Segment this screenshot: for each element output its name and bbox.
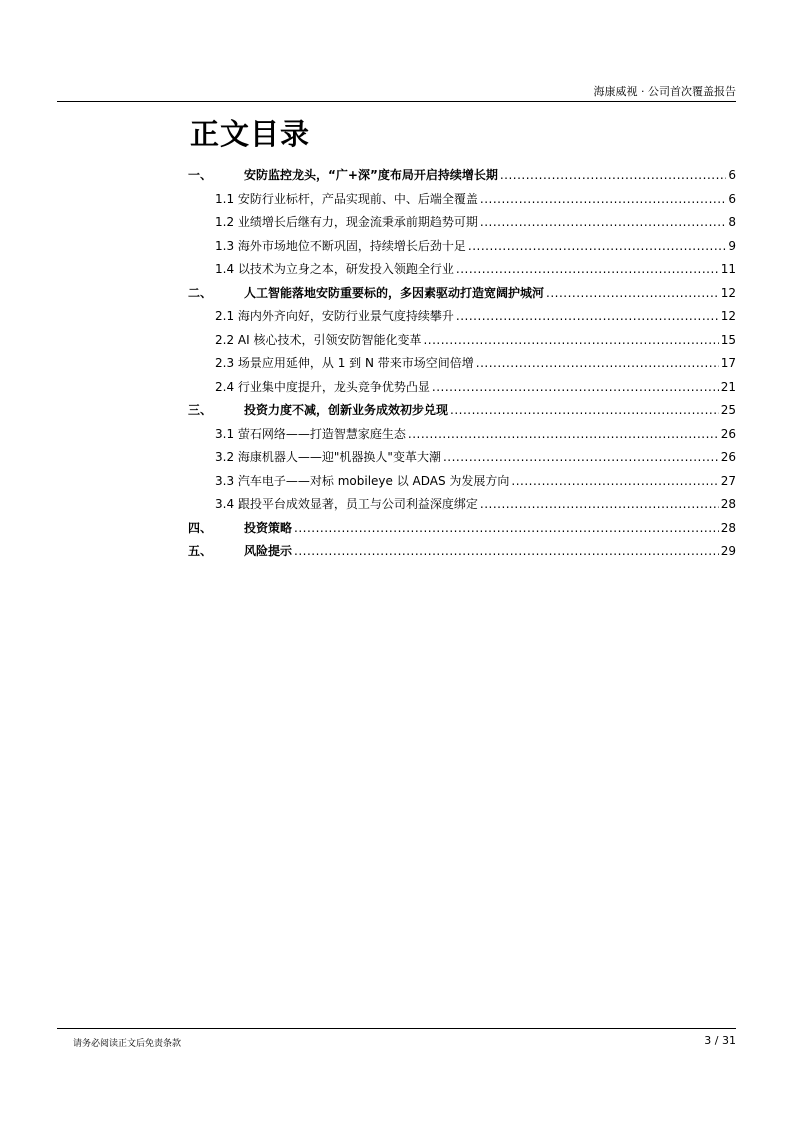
toc-section-entry[interactable] [188, 284, 736, 308]
dot-leader [480, 192, 726, 206]
dot-leader [476, 356, 719, 370]
toc-entry-number: 一、 [188, 168, 213, 182]
toc-entry-title: 1.3 海外市场地位不断巩固，持续增长后劲十足 [215, 238, 466, 253]
toc-page-number: 26 [720, 426, 736, 441]
toc-subsection-entry[interactable] [188, 354, 736, 378]
dot-leader [456, 309, 719, 323]
toc-page-number: 25 [720, 403, 736, 417]
toc-entry-title: 2.2 AI 核心技术，引领安防智能化变革 [215, 332, 422, 347]
dot-leader [480, 497, 719, 511]
toc-entry-title: 3.3 汽车电子——对标 mobileye 以 ADAS 为发展方向 [215, 473, 510, 488]
dot-leader [450, 403, 719, 417]
dot-leader [480, 215, 726, 229]
toc-section-entry[interactable] [188, 542, 736, 566]
toc-page-number: 6 [728, 191, 736, 206]
toc-entry-title: 安防监控龙头，“广+深”度布局开启持续增长期 [244, 168, 498, 182]
toc-entry-title: 投资策略 [244, 520, 293, 535]
toc-entry-number: 五、 [188, 544, 213, 558]
toc-entry-title: 人工智能落地安防重要标的，多因素驱动打造宽阔护城河 [244, 285, 545, 300]
dot-leader [456, 262, 719, 276]
toc-subsection-entry[interactable] [188, 190, 736, 214]
dot-leader [546, 286, 719, 300]
toc-subsection-entry[interactable] [188, 495, 736, 519]
toc-page-number: 8 [728, 215, 736, 229]
dot-leader [408, 427, 719, 441]
toc-entry-title: 2.3 场景应用延伸，从 1 到 N 带来市场空间倍增 [215, 356, 474, 370]
toc-entry-number: 三、 [188, 403, 213, 417]
toc-entry-number: 四、 [188, 520, 213, 535]
toc-page-number: 9 [728, 238, 736, 253]
report-header: 海康威视 · 公司首次覆盖报告 [593, 85, 736, 98]
toc-subsection-entry[interactable] [188, 378, 736, 402]
dot-leader [423, 333, 718, 347]
toc-page-number: 28 [720, 497, 736, 511]
table-of-contents [188, 166, 736, 566]
toc-subsection-entry[interactable] [188, 448, 736, 472]
toc-subsection-entry[interactable] [188, 213, 736, 237]
toc-page-number: 21 [720, 379, 736, 394]
toc-page-number: 15 [720, 332, 736, 347]
toc-entry-title: 2.4 行业集中度提升，龙头竞争优势凸显 [215, 379, 430, 394]
toc-subsection-entry[interactable] [188, 472, 736, 496]
toc-page-number: 26 [720, 450, 736, 464]
footer-disclaimer: 请务必阅读正文后免责条款 [73, 1039, 182, 1049]
toc-page-number: 6 [728, 168, 736, 182]
toc-entry-title: 投资力度不减，创新业务成效初步兑现 [244, 403, 449, 417]
dot-leader [443, 450, 719, 464]
toc-page-number: 29 [720, 544, 736, 558]
dot-leader [432, 380, 719, 394]
toc-entry-title: 3.4 跟投平台成效显著，员工与公司利益深度绑定 [215, 497, 478, 511]
dot-leader [468, 239, 726, 253]
dot-leader [511, 474, 718, 488]
page-title: 正文目录 [190, 117, 311, 151]
toc-entry-title: 风险提示 [244, 544, 293, 558]
toc-subsection-entry[interactable] [188, 425, 736, 449]
toc-entry-title: 2.1 海内外齐向好，安防行业景气度持续攀升 [215, 309, 454, 323]
toc-page-number: 12 [720, 309, 736, 323]
toc-page-number: 11 [720, 262, 736, 276]
toc-subsection-entry[interactable] [188, 260, 736, 284]
toc-subsection-entry[interactable] [188, 307, 736, 331]
toc-section-entry[interactable] [188, 166, 736, 190]
dot-leader [294, 544, 719, 558]
dot-leader [294, 521, 719, 535]
toc-page-number: 28 [720, 520, 736, 535]
toc-section-entry[interactable] [188, 401, 736, 425]
toc-page-number: 17 [720, 356, 736, 370]
toc-entry-number: 二、 [188, 285, 213, 300]
toc-entry-title: 3.1 萤石网络——打造智慧家庭生态 [215, 426, 406, 441]
toc-subsection-entry[interactable] [188, 237, 736, 261]
toc-entry-title: 1.4 以技术为立身之本，研发投入领跑全行业 [215, 262, 454, 276]
toc-entry-title: 1.2 业绩增长后继有力，现金流秉承前期趋势可期 [215, 215, 478, 229]
dot-leader [500, 168, 727, 182]
toc-section-entry[interactable] [188, 519, 736, 543]
footer-divider [57, 1028, 736, 1029]
header-divider [57, 101, 736, 102]
page-indicator: 3 / 31 [704, 1034, 736, 1047]
toc-page-number: 27 [720, 473, 736, 488]
toc-subsection-entry[interactable] [188, 331, 736, 355]
toc-page-number: 12 [720, 285, 736, 300]
toc-entry-title: 1.1 安防行业标杆，产品实现前、中、后端全覆盖 [215, 191, 478, 206]
toc-entry-title: 3.2 海康机器人——迎"机器换人"变革大潮 [215, 450, 441, 464]
